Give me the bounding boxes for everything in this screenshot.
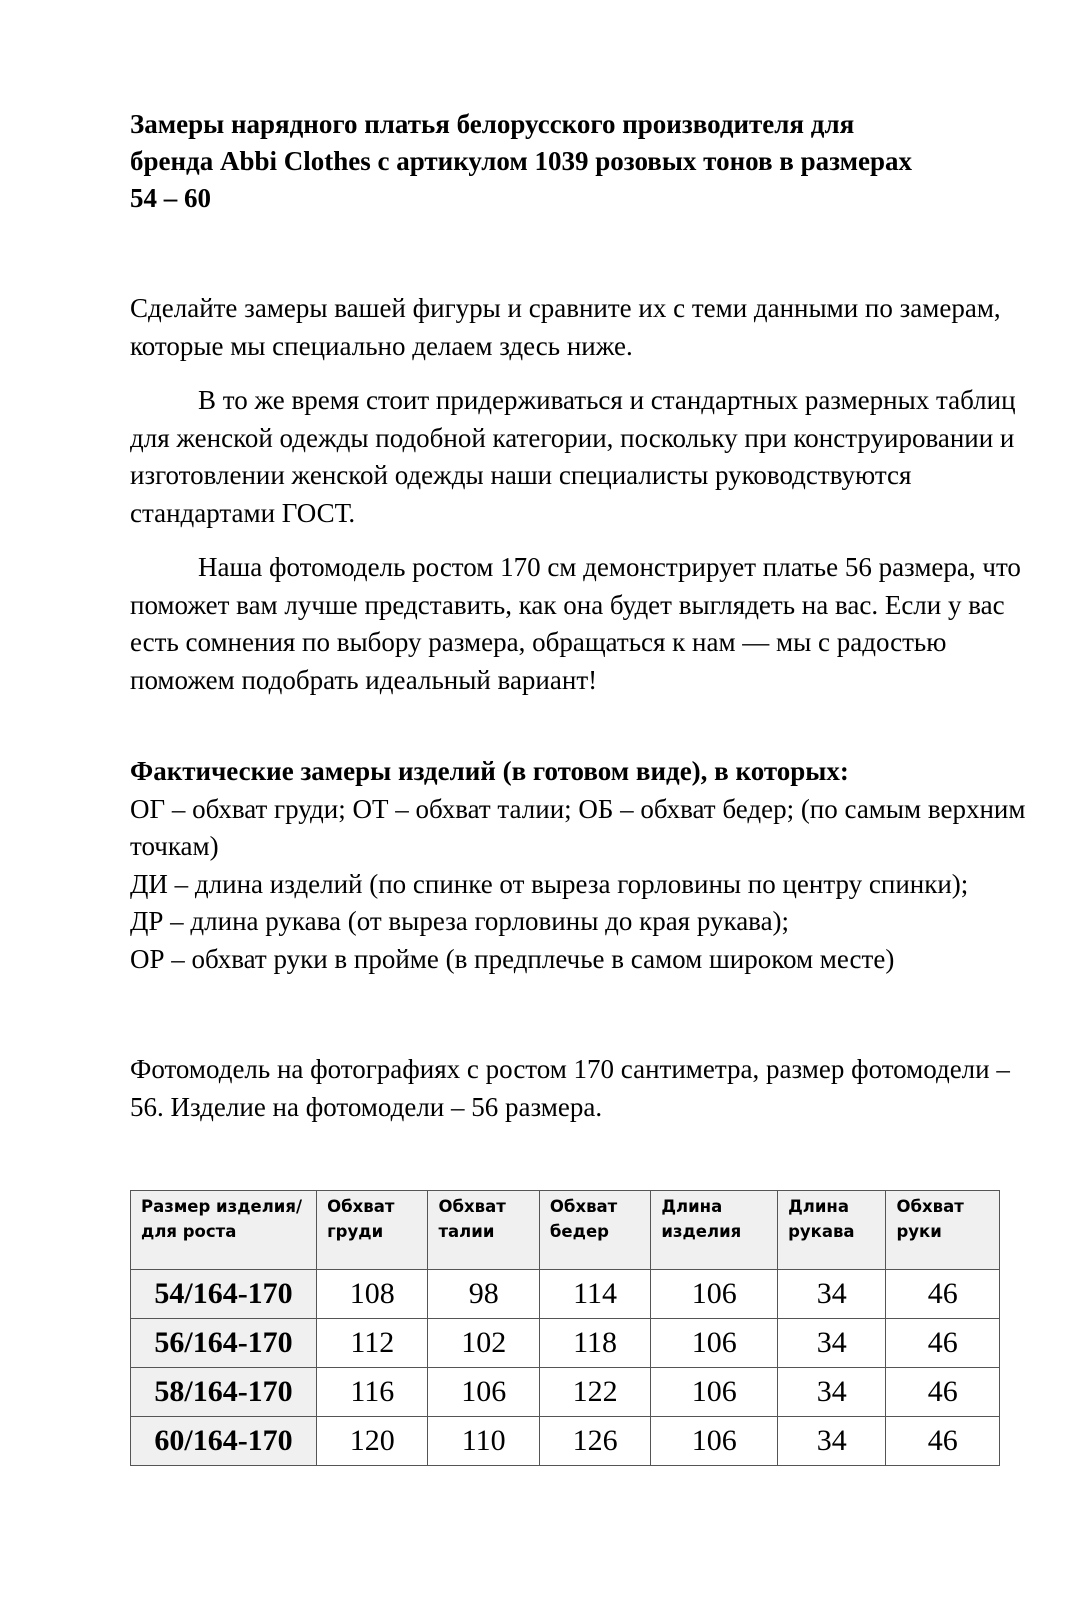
title-line: Замеры нарядного платья белорусского производителя для <box>130 109 855 139</box>
header-size: Размер изделия/для роста <box>131 1191 317 1270</box>
cell-hips: 118 <box>539 1319 650 1368</box>
header-chest: Обхват груди <box>317 1191 428 1270</box>
definitions-block <box>130 753 1030 978</box>
cell-arm: 46 <box>886 1319 1000 1368</box>
cell-sleeve: 34 <box>778 1417 886 1466</box>
cell-chest: 120 <box>317 1417 428 1466</box>
definition-line: ОГ – обхват груди; ОТ – обхват талии; ОБ – обхват бедер; (по самым верхним точкам) <box>130 793 1026 861</box>
cell-length: 106 <box>651 1368 778 1417</box>
cell-waist: 98 <box>428 1270 539 1319</box>
title-line: 54 – 60 <box>130 183 211 213</box>
definition-line: ОР – обхват руки в пройме (в предплечье в самом широком месте) <box>130 943 895 974</box>
row-size: 56/164-170 <box>131 1319 317 1368</box>
cell-arm: 46 <box>886 1270 1000 1319</box>
definitions-heading: Фактические замеры изделий (в готовом виде), в которых: <box>130 756 849 786</box>
cell-chest: 112 <box>317 1319 428 1368</box>
table-row <box>131 1270 1000 1319</box>
cell-length: 106 <box>651 1319 778 1368</box>
definition-line: ДР – длина рукава (от выреза горловины до края рукава); <box>130 906 790 936</box>
table-row <box>131 1319 1000 1368</box>
header-hips: Обхват бедер <box>539 1191 650 1270</box>
cell-chest: 108 <box>317 1270 428 1319</box>
header-length: Длина изделия <box>651 1191 778 1270</box>
cell-waist: 102 <box>428 1319 539 1368</box>
definition-line: ДИ – длина изделий (по спинке от выреза горловины по центру спинки); <box>130 868 969 899</box>
cell-arm: 46 <box>886 1368 1000 1417</box>
cell-waist: 110 <box>428 1417 539 1466</box>
row-size: 58/164-170 <box>131 1368 317 1417</box>
gost-paragraph: В то же время стоит придерживаться и стандартных размерных таблиц для женской одежды подобной категории, поскольку при конструировании и изготовлении женской одежды наши специалисты руководствуются стандартами ГОСТ. <box>130 385 1016 528</box>
model-paragraph: Наша фотомодель ростом 170 см демонстрирует платье 56 размера, что поможет вам лучше представить, как она будет выглядеть на вас. Если у вас есть сомнения по выбору размера, обращаться к нам — мы с радостью поможем подобрать идеальный вариант! <box>130 552 1021 695</box>
document-title <box>130 106 1030 217</box>
header-arm: Обхват руки <box>886 1191 1000 1270</box>
cell-sleeve: 34 <box>778 1270 886 1319</box>
cell-chest: 116 <box>317 1368 428 1417</box>
header-waist: Обхват талии <box>428 1191 539 1270</box>
table-header-row <box>131 1191 1000 1270</box>
header-sleeve: Длина рукава <box>778 1191 886 1270</box>
cell-hips: 126 <box>539 1417 650 1466</box>
cell-hips: 122 <box>539 1368 650 1417</box>
cell-arm: 46 <box>886 1417 1000 1466</box>
table-row <box>131 1417 1000 1466</box>
cell-length: 106 <box>651 1270 778 1319</box>
intro-paragraph: Сделайте замеры вашей фигуры и сравните их с теми данными по замерам, которые мы специально делаем здесь ниже. <box>130 293 1001 361</box>
photo-model-paragraph: Фотомодель на фотографиях с ростом 170 сантиметра, размер фотомодели – 56. Изделие на фотомодели – 56 размера. <box>130 1054 1010 1122</box>
cell-hips: 114 <box>539 1270 650 1319</box>
cell-sleeve: 34 <box>778 1368 886 1417</box>
row-size: 60/164-170 <box>131 1417 317 1466</box>
cell-length: 106 <box>651 1417 778 1466</box>
cell-waist: 106 <box>428 1368 539 1417</box>
table-row <box>131 1368 1000 1417</box>
row-size: 54/164-170 <box>131 1270 317 1319</box>
cell-sleeve: 34 <box>778 1319 886 1368</box>
size-table <box>130 1190 1000 1466</box>
title-line: бренда Abbi Clothes с артикулом 1039 розовых тонов в размерах <box>130 146 913 176</box>
